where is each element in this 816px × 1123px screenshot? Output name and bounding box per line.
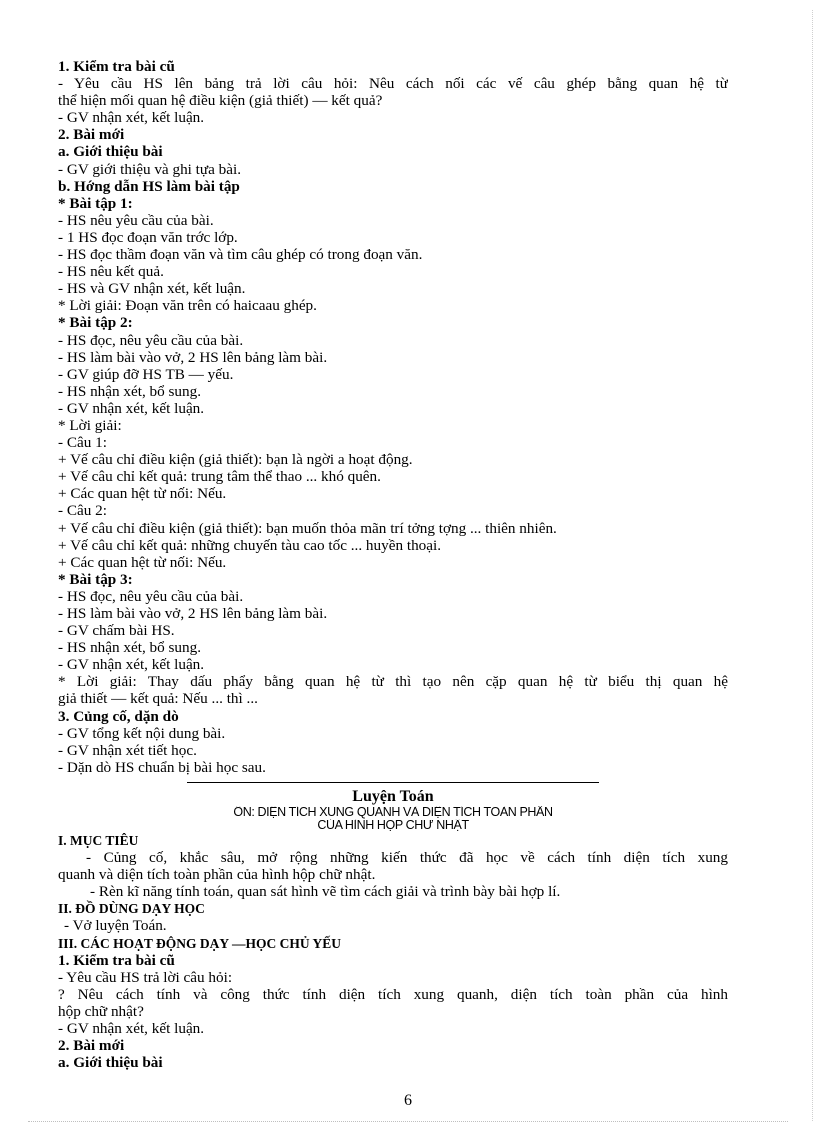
section-heading: 2. Bài mới xyxy=(58,1037,125,1055)
text-line: + Vế câu chỉ kết quả: những chuyến tàu cao tốc ... huyền thoại. xyxy=(58,536,442,554)
text-line: - HS nêu kết quả. xyxy=(58,263,164,281)
text-line: + Vế câu chỉ điều kiện (giả thiết): bạn muốn thỏa mãn trí tởng tợng ... thiên nhiên. xyxy=(58,519,557,537)
text-line: + Các quan hệt từ nối: Nếu. xyxy=(58,553,227,571)
text-line: - HS làm bài vào vở, 2 HS lên bảng làm bài. xyxy=(58,348,328,366)
section-heading: I. MỤC TIÊU xyxy=(58,832,139,848)
text-line: - HS và GV nhận xét, kết luận. xyxy=(58,280,246,298)
text-line: thể hiện mối quan hệ điều kiện (giả thiết) — kết quả? xyxy=(58,92,383,110)
text-line: - HS đọc, nêu yêu cầu của bài. xyxy=(58,331,244,349)
section-divider xyxy=(187,782,599,783)
text-line: - GV giúp đỡ HS TB — yếu. xyxy=(58,365,234,383)
document-body xyxy=(58,58,728,1071)
section-heading: * Bài tập 1: xyxy=(58,194,133,212)
text-line: - Yêu cầu HS trả lời câu hỏi: xyxy=(58,968,233,986)
text-line: + Vế câu chỉ kết quả: trung tâm thể thao ... khó quên. xyxy=(58,468,381,486)
text-line: - 1 HS đọc đoạn văn trớc lớp. xyxy=(58,228,238,246)
text-line: - Rèn kĩ năng tính toán, quan sát hình vẽ tìm cách giải và trình bày bài hợp lí. xyxy=(90,883,561,901)
text-line: hộp chữ nhật? xyxy=(58,1002,144,1020)
text-line: - HS nêu yêu cầu của bài. xyxy=(58,211,214,229)
page-border-right xyxy=(812,10,813,1121)
section-heading: 1. Kiểm tra bài cũ xyxy=(58,58,175,75)
section-heading: a. Giới thiệu bài xyxy=(58,1054,163,1072)
text-line: - Câu 2: xyxy=(58,502,107,520)
section-heading: III. CÁC HOẠT ĐỘNG DẠY —HỌC CHỦ YẾU xyxy=(58,935,342,951)
section-heading: b. Hớng dẫn HS làm bài tập xyxy=(58,177,240,195)
text-line: * Lời giải: Đoạn văn trên có haicaau ghép. xyxy=(58,297,317,315)
text-line: - HS nhận xét, bổ sung. xyxy=(58,639,202,657)
text-line: * Lời giải: xyxy=(58,416,122,434)
text-line: - HS nhận xét, bổ sung. xyxy=(58,382,202,400)
text-line: - Yêu cầu HS lên bảng trả lời câu hỏi: Nêu cách nối các vế câu ghép bằng quan hệ từ xyxy=(58,75,728,93)
text-line: - HS làm bài vào vở, 2 HS lên bảng làm bài. xyxy=(58,605,328,622)
section-heading: II. ĐỒ DÙNG DẠY HỌC xyxy=(58,901,205,917)
section-heading: * Bài tập 3: xyxy=(58,570,133,588)
page-border-bottom xyxy=(28,1121,788,1122)
section-heading: CỦA HÌNH HỘP CHỮ NHẬT xyxy=(317,818,469,832)
text-line: - HS đọc, nêu yêu cầu của bài. xyxy=(58,587,244,605)
section-heading: Luyện Toán xyxy=(352,787,434,805)
text-line: - HS đọc thầm đoạn văn và tìm câu ghép có trong đoạn văn. xyxy=(58,246,423,264)
text-line: + Các quan hệt từ nối: Nếu. xyxy=(58,485,227,503)
text-line: * Lời giải: Thay dấu phẩy bằng quan hệ từ thì tạo nên cặp quan hệ từ biểu thị quan hệ xyxy=(58,673,728,691)
section-heading: 2. Bài mới xyxy=(58,126,125,144)
text-line: giả thiết — kết quả: Nếu ... thì ... xyxy=(58,690,258,708)
text-line: - GV nhận xét, kết luận. xyxy=(58,399,205,417)
page-number: 6 xyxy=(404,1092,412,1109)
section-heading: ÔN: DIỆN TÍCH XUNG QUANH VÀ DIỆN TÍCH TOÀN PHẦN xyxy=(233,805,553,819)
text-line: - GV tổng kết nội dung bài. xyxy=(58,724,226,742)
section-heading: * Bài tập 2: xyxy=(58,314,133,332)
text-line: - Dặn dò HS chuẩn bị bài học sau. xyxy=(58,758,266,776)
section-heading: 1. Kiểm tra bài cũ xyxy=(58,951,175,969)
section-heading: a. Giới thiệu bài xyxy=(58,143,163,161)
text-line: - Vở luyện Toán. xyxy=(64,917,167,935)
text-line: - GV nhận xét, kết luận. xyxy=(58,1019,205,1037)
text-line: - Củng cố, khắc sâu, mở rộng những kiến thức đã học về cách tính diện tích xung xyxy=(86,849,728,867)
text-line: - GV chấm bài HS. xyxy=(58,622,175,640)
text-line: quanh và diện tích toàn phần của hình hộp chữ nhật. xyxy=(58,866,376,884)
text-line: - GV giới thiệu và ghi tựa bài. xyxy=(58,160,242,178)
text-line: - GV nhận xét tiết học. xyxy=(58,741,197,759)
text-line: - Câu 1: xyxy=(58,434,107,452)
section-heading: 3. Củng cố, dặn dò xyxy=(58,707,179,725)
text-line: ? Nêu cách tính và công thức tính diện tích xung quanh, diện tích toàn phần của hình xyxy=(58,985,728,1003)
text-line: + Vế câu chỉ điều kiện (giả thiết): bạn là ngời a hoạt động. xyxy=(58,451,413,469)
text-line: - GV nhận xét, kết luận. xyxy=(58,109,205,127)
text-line: - GV nhận xét, kết luận. xyxy=(58,656,205,674)
